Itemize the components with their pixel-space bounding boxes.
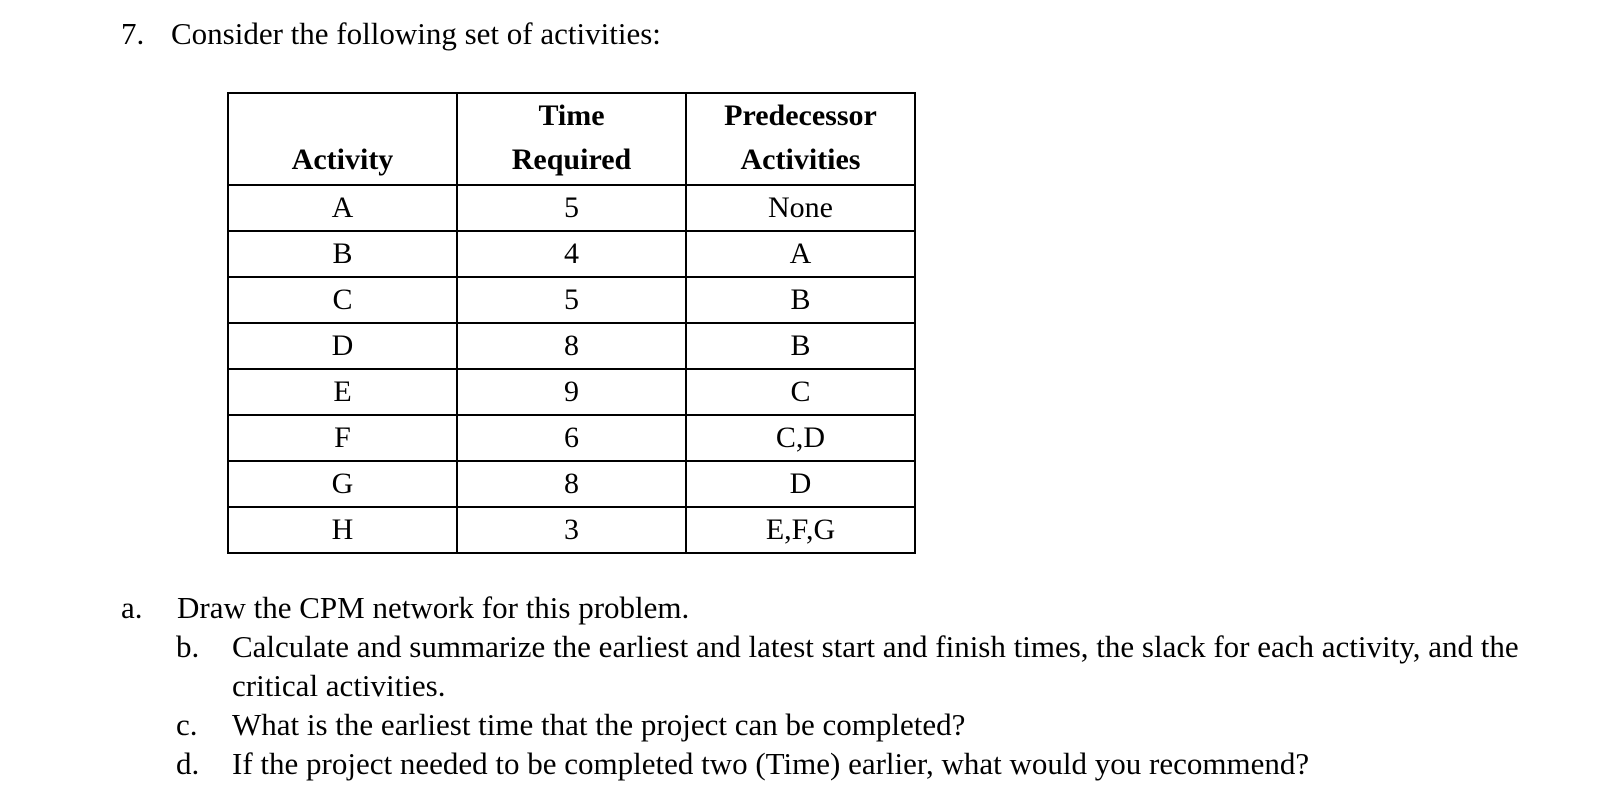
question-parts: [121, 588, 1572, 783]
header-pred-line2: Activities: [740, 143, 861, 176]
cell-time: 9: [457, 369, 686, 415]
part-b: [121, 627, 1572, 705]
table-row: [228, 323, 915, 369]
header-predecessor-activities: [686, 93, 915, 185]
cell-predecessor: C: [686, 369, 915, 415]
header-time-line2: Required: [511, 143, 632, 176]
part-c-text: What is the earliest time that the project can be completed?: [232, 707, 966, 742]
cell-predecessor: None: [686, 185, 915, 231]
cell-time: 8: [457, 461, 686, 507]
part-b-text: Calculate and summarize the earliest and latest start and finish times, the slack for each activity, and the critical activities.: [232, 629, 1519, 703]
part-d: [121, 744, 1572, 783]
header-activity: [228, 93, 457, 185]
cell-activity: D: [228, 323, 457, 369]
question-number: 7.: [121, 16, 145, 51]
cell-activity: G: [228, 461, 457, 507]
cell-predecessor: A: [686, 231, 915, 277]
question-heading: [121, 14, 661, 54]
cell-time: 3: [457, 507, 686, 553]
table-header-row: [228, 93, 915, 185]
part-a: [121, 588, 1572, 627]
cell-activity: C: [228, 277, 457, 323]
cell-predecessor: B: [686, 323, 915, 369]
table-row: [228, 369, 915, 415]
cell-activity: A: [228, 185, 457, 231]
cell-activity: E: [228, 369, 457, 415]
cell-activity: H: [228, 507, 457, 553]
part-b-label: b.: [176, 629, 200, 664]
part-d-text: If the project needed to be completed two (Time) earlier, what would you recommend?: [232, 746, 1310, 781]
cell-predecessor: D: [686, 461, 915, 507]
header-time-line1: Time: [538, 99, 605, 132]
cell-predecessor: E,F,G: [686, 507, 915, 553]
header-activity-label: Activity: [291, 143, 394, 176]
table-row: [228, 277, 915, 323]
header-pred-line1: Predecessor: [724, 99, 877, 132]
cell-predecessor: C,D: [686, 415, 915, 461]
part-c-label: c.: [176, 707, 198, 742]
question-text: Consider the following set of activities:: [171, 16, 661, 51]
activities-table: [227, 92, 916, 554]
cell-time: 4: [457, 231, 686, 277]
header-time-required: [457, 93, 686, 185]
table-row: [228, 231, 915, 277]
cell-time: 5: [457, 185, 686, 231]
cell-predecessor: B: [686, 277, 915, 323]
table-row: [228, 415, 915, 461]
table-row: [228, 507, 915, 553]
table-row: [228, 185, 915, 231]
cell-activity: F: [228, 415, 457, 461]
cell-time: 8: [457, 323, 686, 369]
part-a-text: Draw the CPM network for this problem.: [177, 590, 690, 625]
part-c: [121, 705, 1572, 744]
cell-activity: B: [228, 231, 457, 277]
cell-time: 6: [457, 415, 686, 461]
part-d-label: d.: [176, 746, 200, 781]
part-a-label: a.: [121, 590, 143, 625]
table-row: [228, 461, 915, 507]
cell-time: 5: [457, 277, 686, 323]
